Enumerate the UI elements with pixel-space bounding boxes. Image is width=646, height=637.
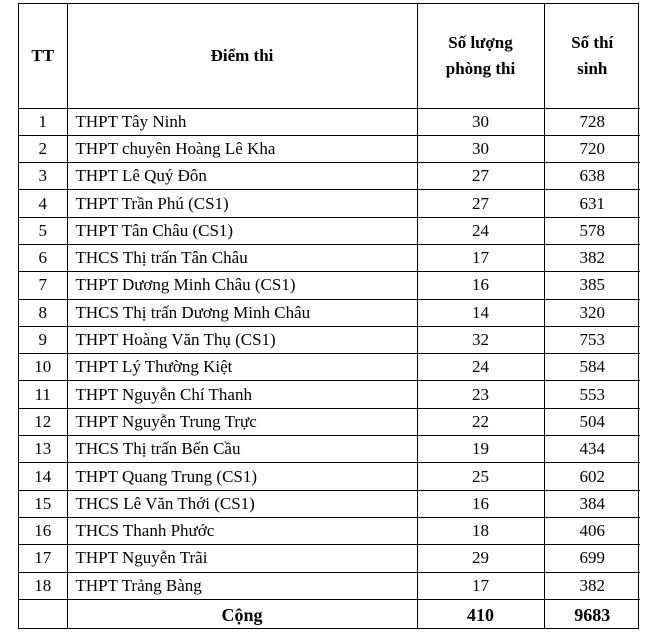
table-row bbox=[19, 299, 640, 326]
exam-locations-sheet bbox=[18, 3, 639, 629]
row-location-name: THCS Thị trấn Bến Cầu bbox=[67, 436, 417, 463]
row-index: 8 bbox=[19, 299, 67, 326]
table-row bbox=[19, 135, 640, 162]
header-candidates-line1: Số thí bbox=[571, 32, 614, 52]
total-row bbox=[19, 599, 640, 629]
row-index: 14 bbox=[19, 463, 67, 490]
row-location-name: THPT Trần Phú (CS1) bbox=[67, 190, 417, 217]
header-rooms bbox=[417, 4, 544, 108]
table-row bbox=[19, 545, 640, 572]
row-index: 18 bbox=[19, 572, 67, 599]
row-location-name: THCS Thị trấn Dương Minh Châu bbox=[67, 299, 417, 326]
row-location-name: THPT Lý Thường Kiệt bbox=[67, 354, 417, 381]
row-candidates: 553 bbox=[544, 381, 640, 408]
row-location-name: THCS Lê Văn Thới (CS1) bbox=[67, 490, 417, 517]
row-location-name: THPT Lê Quý Đôn bbox=[67, 163, 417, 190]
row-candidates: 382 bbox=[544, 244, 640, 271]
row-candidates: 584 bbox=[544, 354, 640, 381]
row-candidates: 638 bbox=[544, 163, 640, 190]
row-rooms: 14 bbox=[417, 299, 544, 326]
row-location-name: THPT Trảng Bàng bbox=[67, 572, 417, 599]
row-rooms: 23 bbox=[417, 381, 544, 408]
row-location-name: THCS Thanh Phước bbox=[67, 517, 417, 544]
row-location-name: THPT Nguyễn Trung Trực bbox=[67, 408, 417, 435]
table-row bbox=[19, 326, 640, 353]
row-candidates: 382 bbox=[544, 572, 640, 599]
row-candidates: 602 bbox=[544, 463, 640, 490]
row-location-name: THPT Nguyễn Chí Thanh bbox=[67, 381, 417, 408]
row-candidates: 631 bbox=[544, 190, 640, 217]
row-location-name: THCS Thị trấn Tân Châu bbox=[67, 244, 417, 271]
row-rooms: 30 bbox=[417, 135, 544, 162]
table-row bbox=[19, 517, 640, 544]
row-index: 2 bbox=[19, 135, 67, 162]
table-row bbox=[19, 463, 640, 490]
row-candidates: 320 bbox=[544, 299, 640, 326]
row-index: 10 bbox=[19, 354, 67, 381]
row-index: 1 bbox=[19, 108, 67, 135]
total-rooms: 410 bbox=[417, 599, 544, 629]
row-rooms: 27 bbox=[417, 163, 544, 190]
row-rooms: 27 bbox=[417, 190, 544, 217]
row-index: 4 bbox=[19, 190, 67, 217]
row-index: 11 bbox=[19, 381, 67, 408]
total-candidates: 9683 bbox=[544, 599, 640, 629]
row-index: 9 bbox=[19, 326, 67, 353]
row-location-name: THPT Hoàng Văn Thụ (CS1) bbox=[67, 326, 417, 353]
row-location-name: THPT Tây Ninh bbox=[67, 108, 417, 135]
row-candidates: 504 bbox=[544, 408, 640, 435]
row-index: 7 bbox=[19, 272, 67, 299]
row-index: 17 bbox=[19, 545, 67, 572]
table-row bbox=[19, 272, 640, 299]
table-row bbox=[19, 381, 640, 408]
header-candidates bbox=[544, 4, 640, 108]
row-candidates: 385 bbox=[544, 272, 640, 299]
row-rooms: 22 bbox=[417, 408, 544, 435]
row-candidates: 578 bbox=[544, 217, 640, 244]
header-row bbox=[19, 4, 640, 108]
row-rooms: 29 bbox=[417, 545, 544, 572]
table-row bbox=[19, 190, 640, 217]
row-rooms: 25 bbox=[417, 463, 544, 490]
row-index: 16 bbox=[19, 517, 67, 544]
table-row bbox=[19, 354, 640, 381]
row-index: 3 bbox=[19, 163, 67, 190]
exam-locations-table bbox=[19, 4, 640, 629]
row-candidates: 753 bbox=[544, 326, 640, 353]
row-index: 15 bbox=[19, 490, 67, 517]
row-rooms: 30 bbox=[417, 108, 544, 135]
total-index-cell bbox=[19, 599, 67, 629]
header-location: Điểm thi bbox=[67, 4, 417, 108]
table-row bbox=[19, 572, 640, 599]
row-location-name: THPT Tân Châu (CS1) bbox=[67, 217, 417, 244]
row-location-name: THPT Nguyễn Trãi bbox=[67, 545, 417, 572]
table-row bbox=[19, 408, 640, 435]
table-row bbox=[19, 163, 640, 190]
total-label: Cộng bbox=[67, 599, 417, 629]
row-candidates: 720 bbox=[544, 135, 640, 162]
row-rooms: 18 bbox=[417, 517, 544, 544]
row-rooms: 19 bbox=[417, 436, 544, 463]
table-row bbox=[19, 108, 640, 135]
header-rooms-line1: Số lượng bbox=[448, 32, 513, 52]
row-location-name: THPT chuyên Hoàng Lê Kha bbox=[67, 135, 417, 162]
row-index: 5 bbox=[19, 217, 67, 244]
table-row bbox=[19, 490, 640, 517]
row-candidates: 434 bbox=[544, 436, 640, 463]
row-rooms: 17 bbox=[417, 572, 544, 599]
header-candidates-line2: sinh bbox=[577, 58, 608, 78]
row-candidates: 384 bbox=[544, 490, 640, 517]
row-rooms: 16 bbox=[417, 490, 544, 517]
header-index: TT bbox=[19, 4, 67, 108]
row-index: 12 bbox=[19, 408, 67, 435]
row-candidates: 406 bbox=[544, 517, 640, 544]
row-rooms: 17 bbox=[417, 244, 544, 271]
row-index: 6 bbox=[19, 244, 67, 271]
row-rooms: 24 bbox=[417, 354, 544, 381]
table-row bbox=[19, 436, 640, 463]
table-row bbox=[19, 244, 640, 271]
header-rooms-line2: phòng thi bbox=[445, 58, 516, 78]
row-rooms: 32 bbox=[417, 326, 544, 353]
row-candidates: 728 bbox=[544, 108, 640, 135]
row-index: 13 bbox=[19, 436, 67, 463]
row-location-name: THPT Dương Minh Châu (CS1) bbox=[67, 272, 417, 299]
row-rooms: 24 bbox=[417, 217, 544, 244]
row-candidates: 699 bbox=[544, 545, 640, 572]
row-rooms: 16 bbox=[417, 272, 544, 299]
table-row bbox=[19, 217, 640, 244]
row-location-name: THPT Quang Trung (CS1) bbox=[67, 463, 417, 490]
